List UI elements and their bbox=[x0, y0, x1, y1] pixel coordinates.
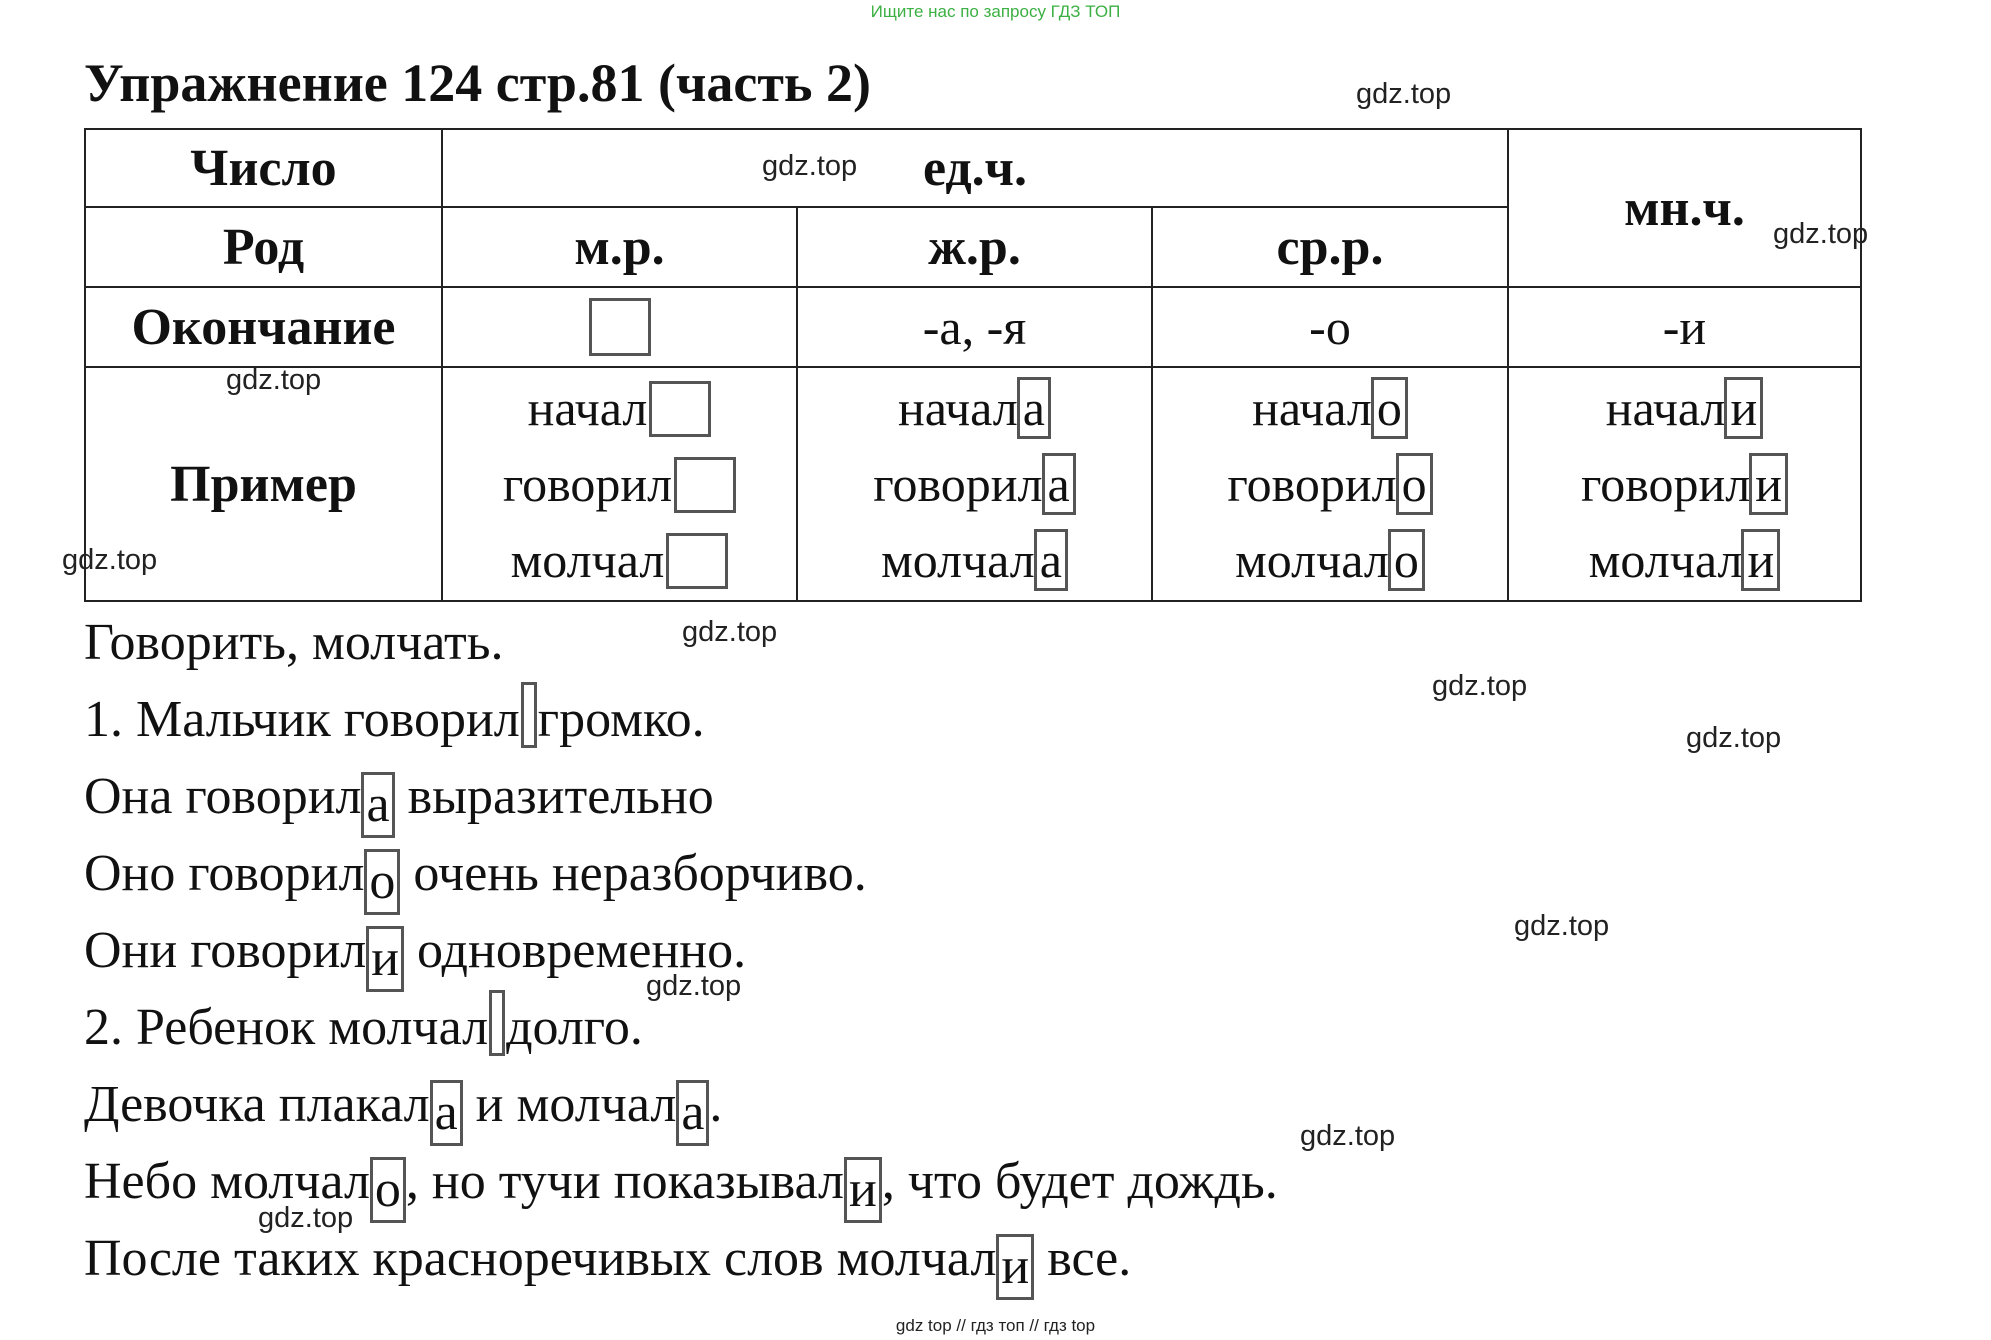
watermark: gdz.top bbox=[1686, 722, 1782, 754]
ending-box: о bbox=[370, 1157, 406, 1223]
ending-box: о bbox=[364, 849, 400, 915]
ending-box: а bbox=[1042, 453, 1076, 515]
ending-box: о bbox=[1388, 529, 1425, 591]
watermark: gdz.top bbox=[62, 544, 158, 576]
answer-line-7: Небо молчало, но тучи показывали, что будет дождь. bbox=[84, 1143, 1278, 1220]
header-singular: ед.ч. bbox=[442, 129, 1508, 207]
table-row-number bbox=[85, 129, 1861, 207]
ending-box: о bbox=[1396, 453, 1433, 515]
list-item: начал а bbox=[798, 370, 1151, 446]
gender-masculine: м.р. bbox=[442, 207, 797, 287]
ending-box: и bbox=[996, 1234, 1034, 1300]
zero-ending-box bbox=[521, 682, 537, 748]
ending-box: а bbox=[361, 772, 394, 838]
ending-box: и bbox=[1749, 453, 1788, 515]
list-item: начал о bbox=[1153, 370, 1507, 446]
ending-neuter: -о bbox=[1152, 287, 1508, 367]
list-item: молчал о bbox=[1153, 522, 1507, 598]
examples-neuter bbox=[1152, 367, 1508, 601]
answer-line-6: Девочка плакала и молчала. bbox=[84, 1066, 1278, 1143]
ending-feminine: -а, -я bbox=[797, 287, 1152, 367]
watermark: gdz.top bbox=[1300, 1120, 1396, 1152]
ending-box: а bbox=[1034, 529, 1068, 591]
table-row-ending bbox=[85, 287, 1861, 367]
watermark: gdz.top bbox=[1514, 910, 1610, 942]
list-item: молчал и bbox=[1509, 522, 1860, 598]
answer-line-0: Говорить, молчать. bbox=[84, 614, 504, 671]
ending-box: а bbox=[676, 1080, 709, 1146]
ending-box: о bbox=[1371, 377, 1408, 439]
zero-ending-box bbox=[674, 457, 736, 513]
answer-line-2: Она говорила выразительно bbox=[84, 758, 1278, 835]
list-item: молчал а bbox=[798, 522, 1151, 598]
ending-box: и bbox=[366, 926, 404, 992]
watermark: gdz.top bbox=[226, 364, 322, 396]
watermark: gdz.top bbox=[646, 970, 742, 1002]
list-item: говорил а bbox=[798, 446, 1151, 522]
gender-feminine: ж.р. bbox=[797, 207, 1152, 287]
watermark: gdz.top bbox=[258, 1202, 354, 1234]
grammar-table bbox=[84, 128, 1862, 602]
watermark: gdz.top bbox=[1356, 78, 1452, 110]
ending-box: и bbox=[1724, 377, 1763, 439]
answer-line-4: Они говорили одновременно. bbox=[84, 912, 1278, 989]
zero-ending-box bbox=[666, 533, 728, 589]
list-item: говорил о bbox=[1153, 446, 1507, 522]
ending-plural: -и bbox=[1508, 287, 1861, 367]
watermark: gdz.top bbox=[1432, 670, 1528, 702]
ending-box: а bbox=[430, 1080, 463, 1146]
footer-links[interactable]: gdz top // гдз топ // гдз top bbox=[895, 1316, 1096, 1335]
row-label-example: Пример bbox=[85, 367, 442, 601]
answer-text bbox=[84, 604, 1278, 1297]
list-item: начал bbox=[443, 370, 796, 446]
ending-box: а bbox=[1017, 377, 1051, 439]
ending-box: и bbox=[844, 1157, 882, 1223]
answer-line-3: Оно говорило очень неразборчиво. bbox=[84, 835, 1278, 912]
top-search-hint[interactable]: Ищите нас по запросу ГДЗ ТОП bbox=[870, 2, 1121, 21]
watermark: gdz.top bbox=[762, 150, 858, 182]
watermark: gdz.top bbox=[1773, 218, 1869, 250]
table-row-example bbox=[85, 367, 1861, 601]
zero-ending-box bbox=[489, 990, 505, 1056]
list-item: начал и bbox=[1509, 370, 1860, 446]
exercise-title: Упражнение 124 стр.81 (часть 2) bbox=[84, 53, 871, 113]
answer-line-1: 1. Мальчик говорил громко. bbox=[84, 681, 1278, 758]
gender-neuter: ср.р. bbox=[1152, 207, 1508, 287]
zero-ending-box bbox=[589, 298, 651, 356]
ending-box: и bbox=[1741, 529, 1780, 591]
examples-masculine bbox=[442, 367, 797, 601]
examples-plural bbox=[1508, 367, 1861, 601]
answer-line-5: 2. Ребенок молчал долго. bbox=[84, 989, 1278, 1066]
watermark: gdz.top bbox=[682, 616, 778, 648]
row-label-ending: Окончание bbox=[85, 287, 442, 367]
list-item: говорил и bbox=[1509, 446, 1860, 522]
row-label-gender: Род bbox=[85, 207, 442, 287]
answer-line-8: После таких красноречивых слов молчали все. bbox=[84, 1220, 1278, 1297]
list-item: говорил bbox=[443, 446, 796, 522]
row-label-number: Число bbox=[85, 129, 442, 207]
ending-masculine bbox=[442, 287, 797, 367]
zero-ending-box bbox=[649, 381, 711, 437]
list-item: молчал bbox=[443, 522, 796, 598]
header-plural: мн.ч. bbox=[1508, 129, 1861, 287]
examples-feminine bbox=[797, 367, 1152, 601]
